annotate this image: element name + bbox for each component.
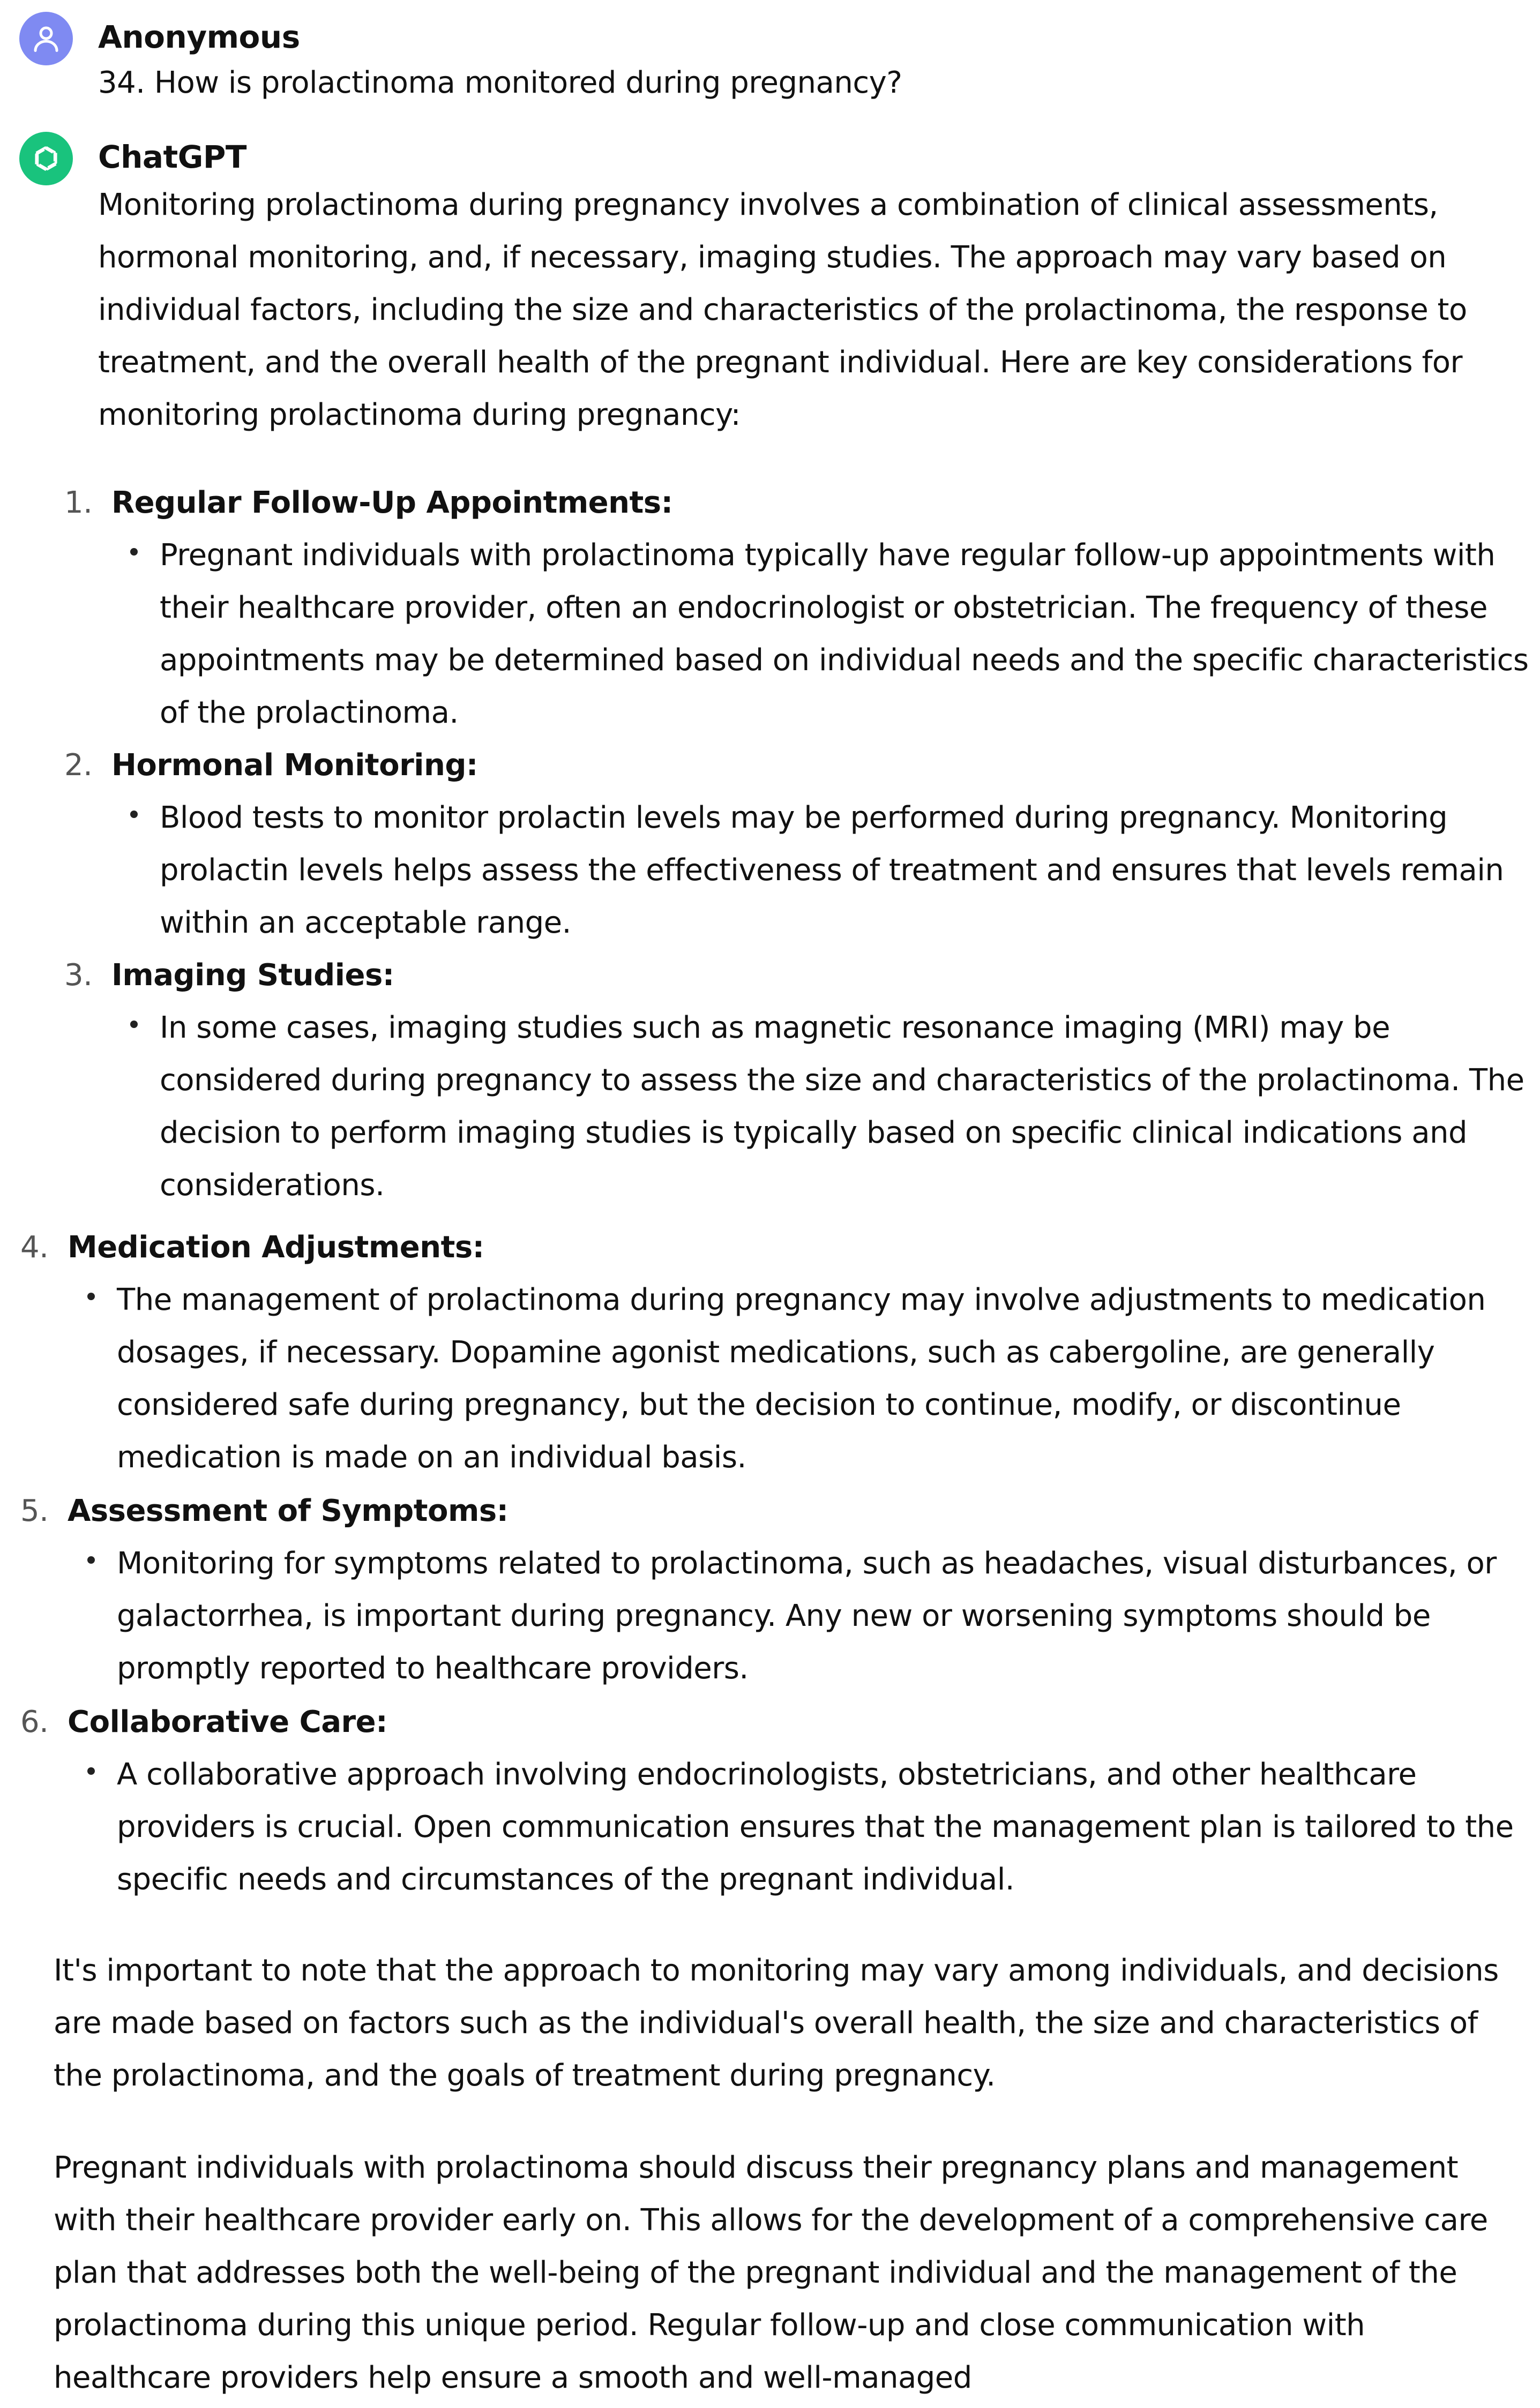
closing-paragraph-1: It's important to note that the approach to monitoring may vary among individuals, and decisions are made based on factors such as the individual's overall health, the size and characteristics of the prolactinoma, and the goals of treatment during pregnancy.	[54, 1953, 1499, 2093]
list-item-title: Medication Adjustments:	[68, 1230, 484, 1265]
list-item-bullet-text: In some cases, imaging studies such as magnetic resonance imaging (MRI) may be considered during pregnancy to assess the size and characteristics of the prolactinoma. The decision to perform imaging studies is typically based on specific clinical indications and considerations.	[160, 1010, 1524, 1203]
bullet-dot	[87, 1556, 95, 1564]
list-item-title: Collaborative Care:	[68, 1705, 388, 1739]
closing-paragraph-2: Pregnant individuals with prolactinoma should discuss their pregnancy plans and management with their healthcare provider early on. This allows for the development of a comprehensive care plan that addresses both the well-being of the pregnant individual and the management of the prolactinoma during this unique period. Regular follow-up and close communication with healthcare providers help ensure a smooth and well-managed	[54, 2150, 1488, 2395]
list-item-title: Imaging Studies:	[111, 958, 394, 993]
list-item-number: 3.	[64, 958, 93, 993]
list-item-number: 6.	[20, 1705, 49, 1739]
list-item-number: 2.	[64, 748, 93, 783]
list-item-title: Hormonal Monitoring:	[111, 748, 478, 783]
list-item-number: 4.	[20, 1230, 49, 1265]
list-item-bullet-text: Monitoring for symptoms related to prolactinoma, such as headaches, visual disturbances, or galactorrhea, is important during pregnancy. Any new or worsening symptoms should be promptly reported to healthcare providers.	[117, 1546, 1497, 1686]
bullet-dot	[130, 811, 138, 818]
user-author-name: Anonymous	[98, 19, 300, 55]
list-item-bullet-text: Pregnant individuals with prolactinoma typically have regular follow-up appointments with their healthcare provider, often an endocrinologist or obstetrician. The frequency of these appointments may be determined based on individual needs and the specific characteristics of the prolactinoma.	[160, 538, 1529, 730]
assistant-author-name: ChatGPT	[98, 139, 246, 175]
list-item-number: 5.	[20, 1494, 49, 1528]
bullet-dot	[87, 1767, 95, 1775]
bullet-dot	[130, 548, 138, 556]
assistant-avatar	[19, 132, 73, 185]
list-item-bullet-text: A collaborative approach involving endocrinologists, obstetricians, and other healthcare providers is crucial. Open communication ensures that the management plan is tailored to the specific needs and circumstances of the pregnant individual.	[117, 1757, 1514, 1897]
user-icon	[30, 22, 62, 55]
assistant-intro-paragraph: Monitoring prolactinoma during pregnancy involves a combination of clinical assessments, hormonal monitoring, and, if necessary, imaging studies. The approach may vary based on individual factors, including the size and characteristics of the prolactinoma, the response to treatment, and the overall health of the pregnant individual. Here are key considerations for monitoring prolactinoma during pregnancy:	[98, 187, 1467, 432]
openai-logo-icon	[29, 141, 63, 176]
list-item-bullet-text: Blood tests to monitor prolactin levels may be performed during pregnancy. Monitoring prolactin levels helps assess the effectiveness of treatment and ensures that levels remain within an acceptable range.	[160, 800, 1504, 940]
user-avatar	[19, 12, 73, 65]
list-item-title: Regular Follow-Up Appointments:	[111, 485, 673, 520]
bullet-dot	[87, 1293, 95, 1300]
bullet-dot	[130, 1021, 138, 1028]
list-item-number: 1.	[64, 485, 93, 520]
user-message-text: 34. How is prolactinoma monitored during pregnancy?	[98, 65, 902, 100]
list-item-bullet-text: The management of prolactinoma during pregnancy may involve adjustments to medication dosages, if necessary. Dopamine agonist medications, such as cabergoline, are generally considered safe during pregnancy, but the decision to continue, modify, or discontinue medication is made on an individual basis.	[117, 1282, 1486, 1475]
list-item-title: Assessment of Symptoms:	[68, 1494, 509, 1528]
